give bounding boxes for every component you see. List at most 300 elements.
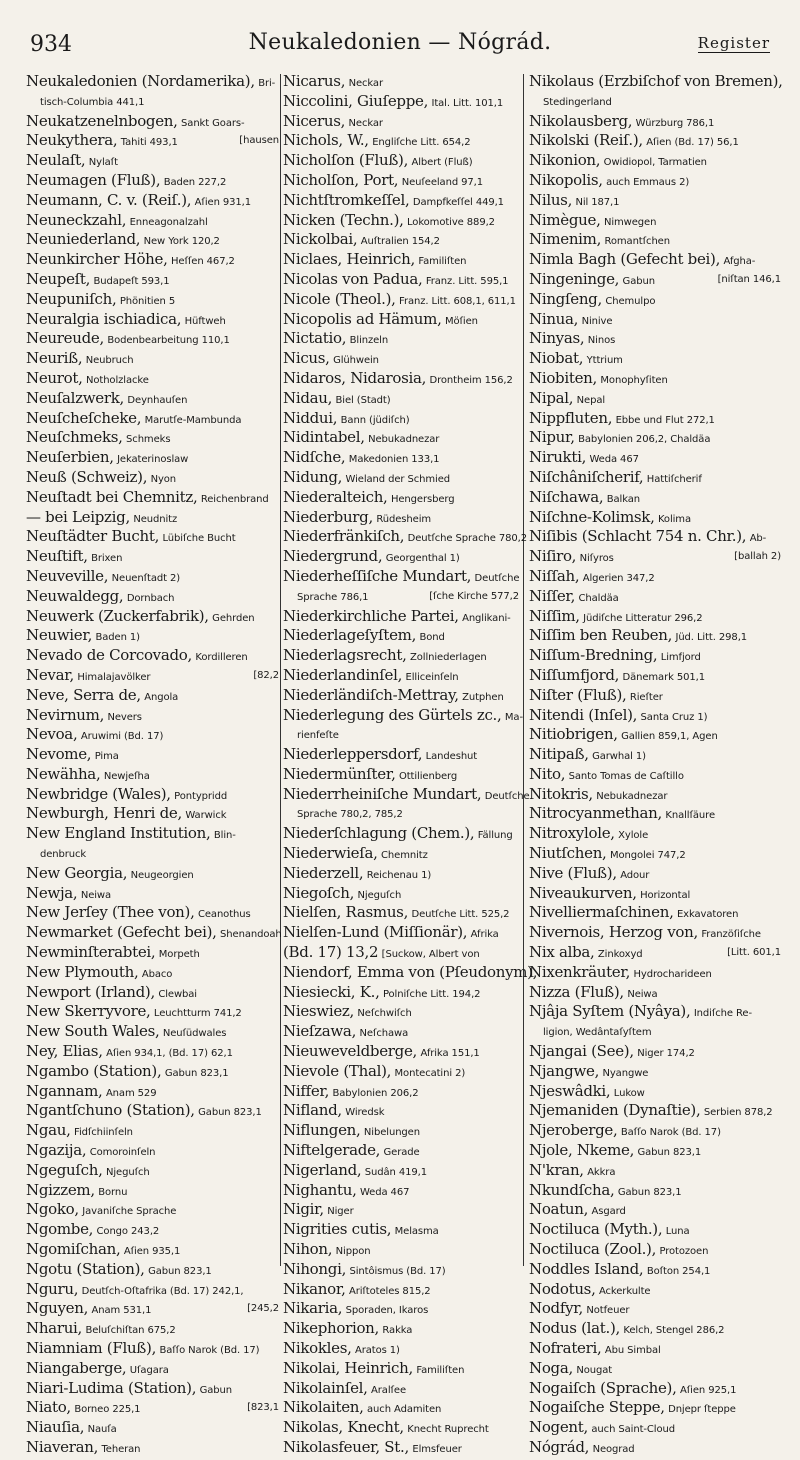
entry-headword: Neuniederland, <box>26 230 141 249</box>
entry-reference: Aſien 934,1, (Bd. 17) 62,1 <box>106 1048 233 1060</box>
entry-reference: Mongolei 747,2 <box>609 850 686 862</box>
entry-reference: Ottilienberg <box>398 770 458 782</box>
index-entry <box>529 626 781 646</box>
entry-headword: New England Institution, <box>26 824 211 843</box>
entry-headword: Nihon, <box>283 1240 333 1259</box>
entry-reference: Fidſchiinſeln <box>74 1127 133 1139</box>
entry-headword: Nguru, <box>26 1279 79 1298</box>
entry-reference: Neuenſtadt 2) <box>111 572 181 584</box>
entry-reference: Neiwa <box>627 988 658 1000</box>
index-entry <box>283 409 519 429</box>
entry-headword: Nigir, <box>283 1200 324 1219</box>
entry-headword: Nickolbai, <box>283 230 358 249</box>
entry-reference: Baſſo Narok (Bd. 17) <box>620 1127 721 1139</box>
index-entry <box>283 112 519 132</box>
entry-reference: Deutſche Litt. 525,2 <box>411 909 510 921</box>
entry-reference: Sporaden, Ikaros <box>345 1305 429 1317</box>
entry-reference: Nyangwe <box>602 1067 649 1079</box>
index-entry <box>283 270 519 290</box>
entry-headword: Nivernois, Herzog von, <box>529 923 698 942</box>
index-entry <box>26 191 279 211</box>
index-entry <box>26 903 279 923</box>
entry-headword: New South Wales, <box>26 1022 160 1041</box>
entry-headword: Nive (Fluß), <box>529 863 617 882</box>
entry-reference: Heſſen 467,2 <box>170 256 235 268</box>
index-entry <box>529 1359 781 1379</box>
entry-reference: [Suckow, Albert von <box>381 949 480 961</box>
index-entry <box>26 864 279 884</box>
index-entry <box>26 131 279 151</box>
index-entry <box>26 1220 279 1240</box>
entry-reference: rienfeſte <box>297 730 339 742</box>
entry-headword: Noctiluca (Myth.), <box>529 1220 663 1239</box>
entry-headword: Niederlegung des Gürtels zc., <box>283 705 502 724</box>
entry-headword: Ngeguſch, <box>26 1160 103 1179</box>
entry-headword: Niſſer, <box>529 586 576 605</box>
entry-continuation: [245,2 <box>247 1303 279 1315</box>
index-entry <box>283 705 523 726</box>
index-entry <box>283 1200 519 1220</box>
index-entry <box>283 1438 519 1458</box>
entry-headword: Nikokles, <box>283 1339 352 1357</box>
entry-reference: Niſyros <box>579 553 614 565</box>
index-entry <box>283 1379 519 1399</box>
entry-headword: Niobat, <box>529 349 584 368</box>
entry-headword: Niederländiſch-Mettray, <box>283 685 459 704</box>
index-entry <box>283 1042 519 1062</box>
entry-reference: Albert (Fluß) <box>411 157 473 169</box>
index-entry <box>26 508 279 528</box>
entry-reference: Gallien 859,1, Agen <box>621 731 718 743</box>
entry-headword: Nitroxylole, <box>529 824 615 843</box>
entry-headword: Neuſtift, <box>26 547 88 566</box>
index-entry <box>529 1101 781 1121</box>
index-entry <box>26 804 279 824</box>
entry-headword: Nifland, <box>283 1101 342 1120</box>
entry-headword: Ningſeng, <box>529 289 602 308</box>
index-entry <box>26 329 279 349</box>
entry-headword: Nitiobrigen, <box>529 725 618 744</box>
entry-reference: Zutphen <box>462 691 504 703</box>
entry-reference: Gabun 823,1 <box>617 1186 682 1198</box>
entry-headword: Nodfyr, <box>529 1299 583 1318</box>
index-entry <box>529 1220 781 1240</box>
entry-headword: Nidintabel, <box>283 428 365 447</box>
index-entry <box>283 1319 519 1339</box>
index-entry <box>26 725 279 745</box>
entry-reference: Aſien 935,1 <box>123 1246 181 1258</box>
entry-headword: Nharui, <box>26 1319 83 1338</box>
entry-reference: Njeguſch <box>105 1166 150 1178</box>
index-entry <box>529 1299 781 1319</box>
entry-headword: Neuriß, <box>26 349 83 368</box>
entry-reference: Biel (Stadt) <box>335 394 391 406</box>
entry-headword: (Bd. 17) 13,2 <box>283 943 379 962</box>
entry-reference: Warwick <box>185 810 227 822</box>
index-entry <box>529 1280 781 1300</box>
entry-reference: Bornu <box>98 1186 128 1198</box>
entry-reference: Rakka <box>382 1325 413 1337</box>
entry-reference: Makedonien 133,1 <box>348 454 440 466</box>
entry-headword: Nodus (lat.), <box>529 1319 620 1338</box>
entry-headword: Niari-Ludima (Station), <box>26 1378 197 1397</box>
entry-reference: Afgha- <box>723 256 756 268</box>
entry-reference: Jekaterinoslaw <box>117 454 189 466</box>
entry-reference: Engliſche Litt. 654,2 <box>372 137 471 149</box>
entry-reference: Neſchwiſch <box>357 1008 412 1020</box>
entry-headword: Neuwerk (Zuckerfabrik), <box>26 606 209 625</box>
entry-headword: Nicarus, <box>283 72 346 90</box>
entry-headword: Niſchawa, <box>529 487 604 506</box>
entry-reference: Gabun 823,1 <box>637 1147 702 1159</box>
entry-headword: Nizza (Fluß), <box>529 982 624 1001</box>
entry-headword: Niederrheiniſche Mundart, <box>283 784 482 803</box>
entry-headword: Nikephorion, <box>283 1319 380 1338</box>
index-entry <box>529 1181 781 1201</box>
entry-reference: Jüdiſche Litteratur 296,2 <box>583 612 703 624</box>
index-entry <box>26 1359 279 1379</box>
entry-headword: Nikolausberg, <box>529 111 633 130</box>
entry-headword: Newminſterabtei, <box>26 943 156 962</box>
entry-headword: Niſſah, <box>529 566 580 585</box>
index-entry <box>529 1022 781 1042</box>
entry-reference: Nil 187,1 <box>575 196 620 208</box>
index-column-2 <box>283 72 538 1456</box>
entry-reference: Ital. Litt. 101,1 <box>431 97 504 109</box>
entry-reference: Marutſe-Mambunda <box>144 414 242 426</box>
index-entry <box>26 389 279 409</box>
entry-reference: Luna <box>665 1226 690 1238</box>
entry-headword: Neuveville, <box>26 566 109 585</box>
index-entry <box>529 250 781 270</box>
index-entry <box>529 745 781 765</box>
index-entry <box>283 1260 519 1280</box>
entry-reference: Polniſche Litt. 194,2 <box>382 988 481 1000</box>
index-entry <box>26 587 279 607</box>
index-entry <box>529 488 781 508</box>
index-entry <box>26 765 279 785</box>
index-entry <box>283 329 519 349</box>
entry-reference: Deynhauſen <box>127 394 188 406</box>
entry-reference: auch Emmaus 2) <box>606 176 690 188</box>
entry-headword: Niſchne-Kolimsk, <box>529 507 655 526</box>
entry-headword: Niederkirchliche Partei, <box>283 606 459 625</box>
index-entry <box>26 1438 279 1458</box>
index-entry <box>529 92 781 112</box>
entry-reference: Glühwein <box>333 355 379 367</box>
entry-headword: Ngantſchuno (Station), <box>26 1101 195 1120</box>
index-entry <box>529 1161 781 1181</box>
index-entry <box>529 290 781 310</box>
index-entry <box>283 864 519 884</box>
entry-headword: Nodotus, <box>529 1279 596 1298</box>
index-entry <box>26 943 279 963</box>
entry-reference: Sprache 780,2, 785,2 <box>297 809 403 821</box>
entry-headword: Niaveran, <box>26 1437 99 1456</box>
entry-headword: Neuſcheſcheke, <box>26 408 142 427</box>
index-entry <box>529 349 781 369</box>
entry-headword: Nivelliermaſchinen, <box>529 903 674 922</box>
entry-reference: Ninive <box>581 315 613 327</box>
entry-reference: Dnjepr ſteppe <box>668 1404 736 1416</box>
index-entry <box>529 567 781 587</box>
index-entry <box>283 983 519 1003</box>
entry-reference: Pontypridd <box>174 790 228 802</box>
entry-headword: Nieſzawa, <box>283 1022 357 1041</box>
entry-reference: Chemulpo <box>605 295 656 307</box>
index-entry <box>529 468 781 488</box>
entry-headword: Nicerus, <box>283 111 346 130</box>
entry-reference: Afrika 151,1 <box>420 1048 480 1060</box>
entry-headword: Niſibis (Schlacht 754 n. Chr.), <box>529 527 747 546</box>
entry-headword: Niederfränkiſch, <box>283 527 405 546</box>
entry-headword: Nicolas von Padua, <box>283 269 423 288</box>
entry-reference: Uſagara <box>129 1364 169 1376</box>
index-entry <box>529 448 781 468</box>
entry-reference: Franzöſiſche <box>701 929 761 941</box>
entry-headword: Niederburg, <box>283 507 373 526</box>
entry-headword: New Skerryvore, <box>26 1002 151 1021</box>
index-entry <box>283 369 519 389</box>
index-entry <box>283 745 519 765</box>
entry-reference: tisch-Columbia 441,1 <box>40 96 145 108</box>
entry-headword: Nitokris, <box>529 784 593 803</box>
entry-reference: Knallſäure <box>665 810 716 822</box>
index-entry <box>529 389 781 409</box>
entry-reference: Elmsfeuer <box>412 1443 462 1455</box>
entry-reference: Gerade <box>383 1147 420 1159</box>
index-entry <box>26 72 279 92</box>
entry-reference: Aſien 925,1 <box>680 1384 737 1396</box>
entry-headword: Njemaniden (Dynaſtie), <box>529 1101 701 1120</box>
entry-reference: Reichenau 1) <box>366 869 432 881</box>
entry-headword: Ney, Elias, <box>26 1042 103 1061</box>
entry-reference: Anam 529 <box>105 1087 157 1099</box>
entry-reference: Familiſten <box>416 1364 465 1376</box>
index-entry <box>26 666 279 686</box>
entry-reference: Nepal <box>576 394 606 406</box>
entry-headword: Niveaukurven, <box>529 883 637 902</box>
entry-reference: Hengersberg <box>390 493 455 505</box>
entry-reference: Rieſter <box>629 691 663 703</box>
entry-reference: Tahiti 493,1 <box>120 137 178 149</box>
entry-headword: N'kran, <box>529 1160 584 1179</box>
entry-reference: Neiwa <box>80 889 112 901</box>
index-entry <box>283 250 519 270</box>
index-entry <box>26 1200 279 1220</box>
index-entry <box>529 706 781 726</box>
entry-headword: Niffer, <box>283 1081 330 1100</box>
entry-headword: Noddles Island, <box>529 1259 644 1278</box>
index-entry <box>529 943 781 963</box>
index-entry <box>529 607 781 627</box>
index-entry <box>26 1319 279 1339</box>
index-entry <box>529 844 781 864</box>
entry-reference: Gabun 823,1 <box>198 1107 262 1119</box>
index-entry <box>529 151 781 171</box>
entry-reference: Borneo 225,1 <box>74 1404 141 1416</box>
index-entry <box>26 1379 279 1399</box>
index-entry <box>26 1280 279 1300</box>
entry-headword: Nitrocyanmethan, <box>529 804 662 823</box>
index-entry <box>26 884 279 904</box>
entry-reference: Nebukadnezar <box>596 790 668 802</box>
entry-headword: Nitendi (Inſel), <box>529 705 638 724</box>
entry-headword: Neuſerbien, <box>26 448 114 467</box>
entry-reference: Brixen <box>91 553 123 565</box>
index-entry <box>529 112 781 132</box>
entry-headword: Newmarket (Gefecht bei), <box>26 923 217 942</box>
entry-headword: Nichtſtromkeſſel, <box>283 190 410 209</box>
entry-reference: Baden 227,2 <box>163 176 227 188</box>
entry-reference: Serbien 878,2 <box>703 1107 773 1119</box>
entry-headword: Newport (Irland), <box>26 982 155 1001</box>
entry-headword: Ninyas, <box>529 329 585 348</box>
entry-reference: Ariſtoteles 815,2 <box>348 1285 431 1297</box>
entry-headword: Njeroberge, <box>529 1121 618 1140</box>
entry-reference: Weda 467 <box>589 454 639 466</box>
index-entry <box>26 1082 279 1102</box>
entry-headword: Niſiro, <box>529 547 577 566</box>
entry-reference: Nippon <box>335 1246 371 1258</box>
entry-headword: Noatun, <box>529 1200 589 1219</box>
index-entry <box>529 1121 781 1141</box>
entry-reference: Wiredsk <box>345 1107 385 1119</box>
entry-headword: Nito, <box>529 764 566 783</box>
index-entry <box>26 290 279 310</box>
entry-headword: Nikolasfeuer, St., <box>283 1437 409 1456</box>
index-entry <box>283 290 519 310</box>
entry-reference: Knecht Ruprecht <box>407 1424 489 1436</box>
index-entry <box>529 131 781 151</box>
index-entry <box>529 1339 781 1359</box>
entry-reference: Congo 243,2 <box>96 1226 160 1238</box>
index-entry <box>529 666 781 686</box>
entry-headword: Nicholſon, Port, <box>283 170 399 189</box>
entry-headword: Niclaes, Heinrich, <box>283 250 415 269</box>
entry-headword: Niederlandinſel, <box>283 665 403 684</box>
index-entry <box>283 349 519 369</box>
entry-headword: Nievole (Thal), <box>283 1061 392 1080</box>
entry-reference: Kolima <box>657 513 691 525</box>
index-entry <box>26 171 279 191</box>
index-entry <box>26 369 279 389</box>
entry-reference: Deutſch-Oſtafrika (Bd. 17) 242,1, <box>81 1285 244 1297</box>
column-divider <box>523 74 524 1266</box>
entry-headword: Nidſche, <box>283 448 346 467</box>
entry-headword: Neuwier, <box>26 626 93 645</box>
entry-reference: Gabun 823,1 <box>164 1067 229 1079</box>
entry-reference: Nyon <box>150 473 177 485</box>
index-entry <box>529 824 781 844</box>
entry-headword: Neunkircher Höhe, <box>26 250 168 269</box>
entry-reference: Akkra <box>587 1166 616 1178</box>
index-entry <box>283 784 530 805</box>
entry-reference: Sintôismus (Bd. 17) <box>349 1265 446 1277</box>
entry-reference: Babylonien 206,2 <box>332 1087 419 1099</box>
index-entry <box>529 72 781 92</box>
entry-headword: Newburgh, Henri de, <box>26 804 182 823</box>
index-entry <box>283 1002 519 1022</box>
entry-reference: Afrika <box>470 929 499 941</box>
entry-headword: Nielſen, Rasmus, <box>283 903 409 922</box>
index-entry <box>529 1418 781 1438</box>
index-entry <box>283 488 519 508</box>
entry-headword: Niangaberge, <box>26 1358 127 1377</box>
entry-reference: Owidiopol, Tarmatien <box>603 157 707 169</box>
entry-reference: Wieland der Schmied <box>345 473 450 485</box>
index-entry <box>283 171 519 191</box>
index-entry <box>283 310 519 330</box>
index-entry <box>529 646 781 666</box>
entry-reference: Franz. Litt. 608,1, 611,1 <box>399 295 516 307</box>
entry-reference: Bodenbearbeitung 110,1 <box>107 335 230 347</box>
entry-headword: Ngomiſchan, <box>26 1240 121 1259</box>
entry-headword: Neurot, <box>26 368 83 387</box>
entry-headword: Niftelgerade, <box>283 1141 381 1160</box>
entry-headword: Neuneckzahl, <box>26 210 127 229</box>
index-entry <box>529 527 781 547</box>
index-entry <box>283 1121 519 1141</box>
index-entry <box>529 171 781 191</box>
index-entry <box>283 725 519 745</box>
entry-reference: Elliceinſeln <box>405 671 459 683</box>
entry-reference: Protozoen <box>659 1246 709 1258</box>
entry-headword: Niſſim, <box>529 606 580 625</box>
index-entry <box>529 903 781 923</box>
index-entry <box>283 943 519 963</box>
entry-reference: Comoroinſeln <box>89 1147 156 1159</box>
index-entry <box>26 428 279 448</box>
entry-headword: Nixenkräuter, <box>529 962 631 981</box>
entry-reference: Notholzlacke <box>85 374 149 386</box>
entry-headword: Nicole (Theol.), <box>283 289 396 308</box>
entry-reference: New York 120,2 <box>143 236 220 248</box>
index-entry <box>26 349 279 369</box>
entry-headword: Njole, Nkeme, <box>529 1141 635 1160</box>
entry-reference: Zinkoxyd <box>597 949 643 961</box>
entry-reference: Fällung <box>477 830 513 842</box>
index-entry <box>26 1141 279 1161</box>
entry-headword: Niedergrund, <box>283 547 383 566</box>
entry-reference: Sankt Goars- <box>181 117 245 129</box>
entry-headword: Nogent, <box>529 1418 588 1437</box>
entry-reference: Ceanothus <box>197 909 251 921</box>
entry-headword: Nirukti, <box>529 448 587 467</box>
entry-reference: Melasma <box>394 1226 439 1238</box>
index-entry <box>26 1299 279 1319</box>
entry-headword: Nimla Bagh (Gefecht bei), <box>529 250 721 269</box>
entry-reference: Nimwegen <box>603 216 657 228</box>
index-entry <box>283 765 519 785</box>
index-entry <box>283 547 519 567</box>
index-entry <box>26 270 279 290</box>
index-entry <box>26 686 279 706</box>
entry-headword: Ngau, <box>26 1121 71 1140</box>
entry-headword: Neuſalzwerk, <box>26 388 125 407</box>
entry-reference: Hydrocharideen <box>633 968 712 980</box>
index-entry <box>283 1299 519 1319</box>
index-entry <box>26 646 279 666</box>
entry-headword: Niſſim ben Reuben, <box>529 626 673 645</box>
entry-headword: Nilus, <box>529 190 573 209</box>
entry-headword: Niſchâniſcherif, <box>529 467 644 486</box>
entry-reference: Monophyſiten <box>600 374 668 386</box>
index-column-3 <box>529 72 783 1456</box>
index-entry <box>26 923 282 943</box>
entry-headword: Neve, Serra de, <box>26 685 141 704</box>
entry-headword: Nicus, <box>283 349 330 368</box>
